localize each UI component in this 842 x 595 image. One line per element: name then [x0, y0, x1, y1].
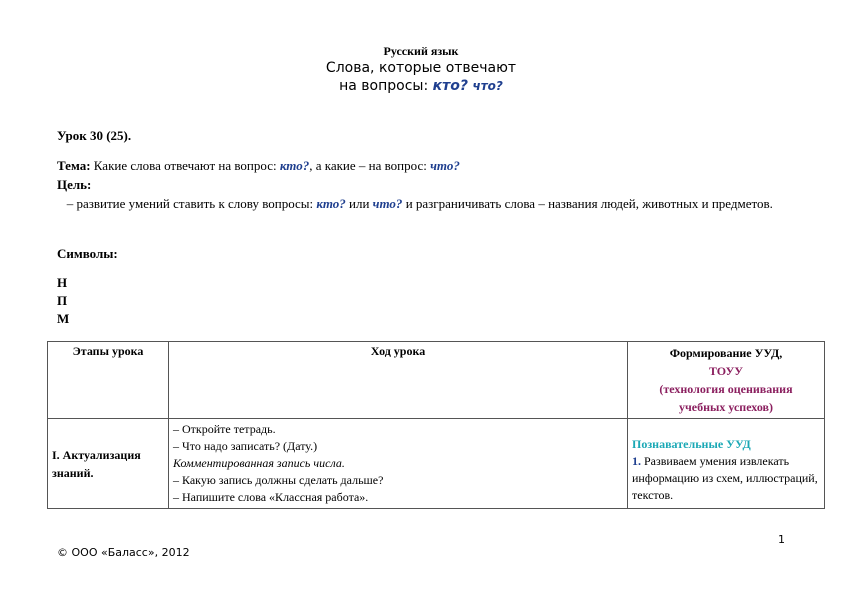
goal-text-1: – развитие умений ставить к слову вопросы: [66, 196, 317, 211]
subject-heading: Русский язык [383, 44, 459, 58]
header-touu: ТОУУ [708, 364, 744, 378]
theme-text-1: Какие слова отвечают на вопрос: [90, 158, 280, 173]
table-row [48, 419, 825, 509]
uud-number: 1. [632, 454, 641, 468]
copyright: © ООО «Баласс», 2012 [57, 546, 190, 559]
theme-text-2: , а какие – на вопрос: [309, 158, 431, 173]
symbol-n: Н [57, 275, 68, 290]
step-2: – Что надо записать? (Дату.) [173, 439, 318, 453]
stage-actualization: I. Актуализация знаний. [48, 419, 169, 509]
theme-label: Тема: [57, 158, 91, 173]
step-3: Комментированная запись числа. [173, 456, 345, 470]
title-question-kto: кто? [432, 78, 469, 94]
lesson-number: Урок 30 (25). [57, 128, 132, 143]
step-5: – Напишите слова «Классная работа». [173, 490, 369, 504]
theme-question-kto: кто? [279, 158, 310, 173]
uud-description: Развиваем умения извлекать информацию из схем, иллюстраций, текстов. [632, 454, 818, 502]
goal-question-kto: кто? [316, 196, 346, 211]
header-uud-line1: Формирование УУД, [669, 346, 783, 360]
uud-cell [628, 419, 825, 509]
symbols-label: Символы: [57, 246, 118, 261]
lesson-table [47, 341, 825, 509]
theme-question-chto: что? [430, 158, 460, 173]
header-stages: Этапы урока [48, 342, 169, 419]
symbol-p: П [57, 293, 68, 308]
symbol-m: М [57, 311, 70, 326]
step-4: – Какую запись должны сделать дальше? [173, 473, 384, 487]
header-uud [628, 342, 825, 419]
table-header-row [48, 342, 825, 419]
page-number: 1 [778, 533, 785, 546]
lesson-title-line2 [0, 78, 842, 94]
title-prefix: на вопросы: [339, 78, 433, 94]
lesson-theme [57, 158, 460, 174]
step-1: – Откройте тетрадь. [173, 422, 276, 436]
goal-label: Цель: [57, 177, 92, 192]
uud-text [632, 453, 820, 504]
title-question-chto: что? [472, 79, 503, 93]
goal-question-chto: что? [372, 196, 403, 211]
header-lesson-flow: Ход урока [169, 342, 628, 419]
goal-text-2: или [345, 196, 373, 211]
goal-text-3: и разграничивать слова – названия людей, животных и предметов. [402, 196, 773, 211]
uud-title: Познавательные УУД [632, 437, 751, 451]
lesson-title-line1: Слова, которые отвечают [325, 60, 517, 76]
lesson-steps [169, 419, 628, 509]
header-technology: (технология оценивания учебных успехов) [659, 382, 793, 414]
goal-text [57, 194, 785, 213]
